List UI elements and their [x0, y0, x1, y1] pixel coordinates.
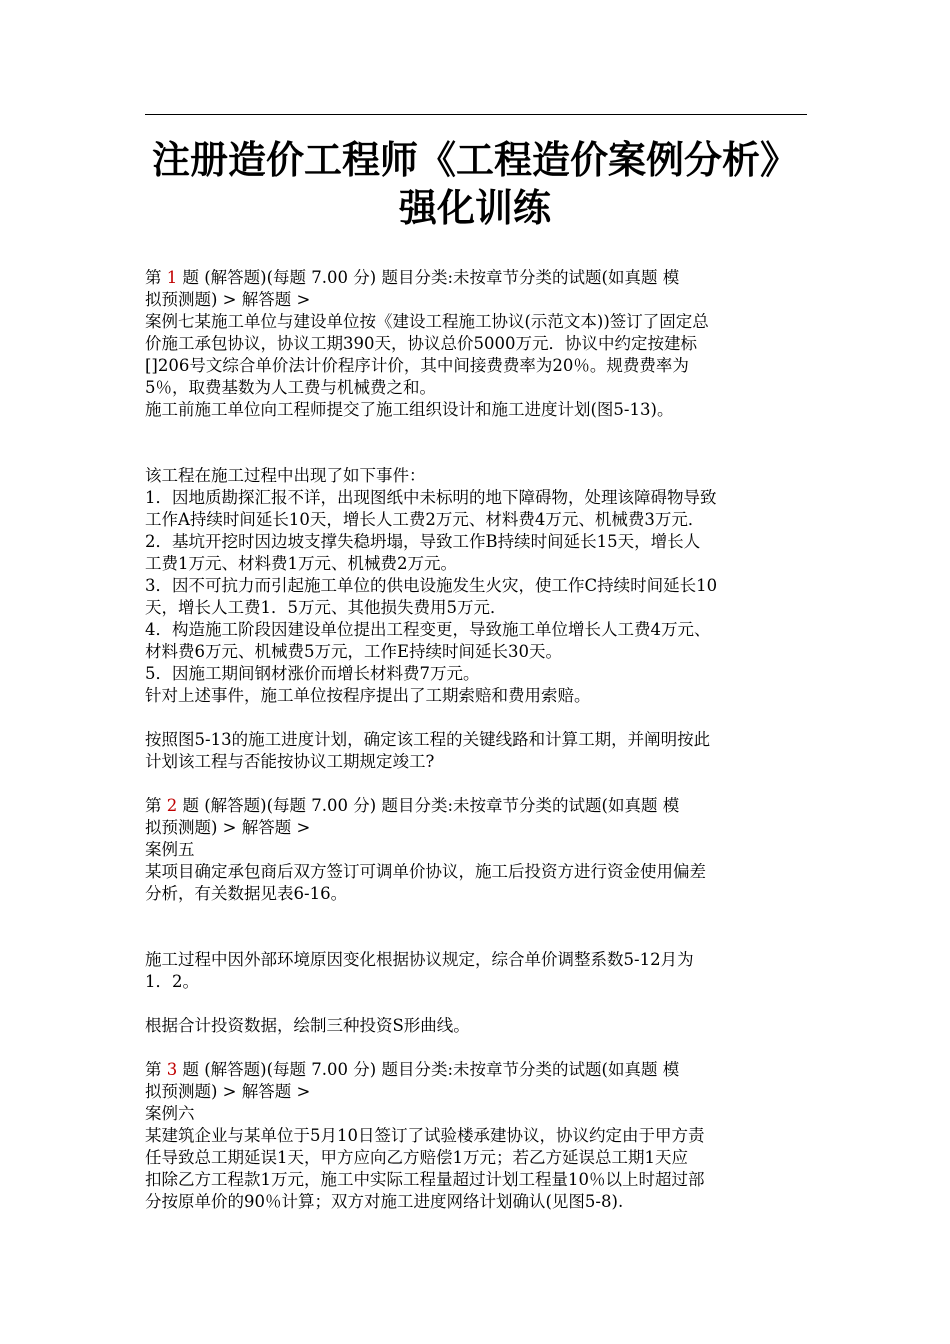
text-line: 案例五 — [145, 840, 195, 859]
text-line: 2．基坑开挖时因边坡支撑失稳坍塌，导致工作B持续时间延长15天，增长人 — [145, 532, 701, 551]
text-line: 针对上述事件，施工单位按程序提出了工期索赔和费用索赔。 — [145, 686, 591, 705]
text-line: 案例七某施工单位与建设单位按《建设工程施工协议(示范文本))签订了固定总 — [145, 312, 709, 331]
top-rule — [145, 114, 807, 115]
text-line: 施工前施工单位向工程师提交了施工组织设计和施工进度计划(图5-13)。 — [145, 400, 674, 419]
text-line: 1．2。 — [145, 972, 199, 991]
question-prefix: 第 — [145, 1060, 167, 1079]
question-header-line2: 拟预测题) > 解答题 > — [145, 1082, 311, 1101]
text-line: 某项目确定承包商后双方签订可调单价协议，施工后投资方进行资金使用偏差 — [145, 862, 706, 881]
document-body — [145, 267, 810, 1213]
text-line: 分按原单价的90％计算；双方对施工进度网络计划确认(见图5-8). — [145, 1192, 624, 1211]
question-prompt: 计划该工程与否能按协议工期规定竣工? — [145, 752, 435, 771]
question-header-text: 题 (解答题)(每题 7.00 分) 题目分类:未按章节分类的试题(如真题 模 — [177, 1060, 680, 1079]
text-line: 该工程在施工过程中出现了如下事件： — [145, 466, 426, 485]
text-line: 分析，有关数据见表6-16。 — [145, 884, 348, 903]
text-line: 扣除乙方工程款1万元，施工中实际工程量超过计划工程量10％以上时超过部 — [145, 1170, 705, 1189]
question-number: 3 — [166, 1060, 178, 1079]
text-line: 价施工承包协议，协议工期390天，协议总价5000万元．协议中约定按建标 — [145, 334, 697, 353]
text-line: 案例六 — [145, 1104, 195, 1123]
spacer — [145, 707, 810, 729]
spacer — [145, 773, 810, 795]
text-line: 天，增长人工费1．5万元、其他损失费用5万元． — [145, 598, 507, 617]
text-line: 施工过程中因外部环境原因变化根据协议规定，综合单价调整系数5-12月为 — [145, 950, 694, 969]
title-line-2: 强化训练 — [398, 185, 551, 230]
question-header-text: 题 (解答题)(每题 7.00 分) 题目分类:未按章节分类的试题(如真题 模 — [177, 268, 680, 287]
text-line: 3．因不可抗力而引起施工单位的供电设施发生火灾，使工作C持续时间延长10 — [145, 576, 718, 595]
text-line: 4．构造施工阶段因建设单位提出工程变更，导致施工单位增长人工费4万元、 — [145, 620, 711, 639]
question-prefix: 第 — [145, 796, 167, 815]
question-prompt: 按照图5-13的施工进度计划，确定该工程的关键线路和计算工期，并阐明按此 — [145, 730, 711, 749]
spacer — [145, 993, 810, 1015]
text-line: 任导致总工期延误1天，甲方应向乙方赔偿1万元；若乙方延误总工期1天应 — [145, 1148, 688, 1167]
question-prompt: 根据合计投资数据，绘制三种投资S形曲线。 — [145, 1016, 470, 1035]
question-prefix: 第 — [145, 268, 167, 287]
text-line: 工作A持续时间延长10天，增长人工费2万元、材料费4万元、机械费3万元． — [145, 510, 705, 529]
question-header — [145, 267, 810, 289]
question-header-line2: 拟预测题) > 解答题 > — [145, 818, 311, 837]
text-line: 某建筑企业与某单位于5月10日签订了试验楼承建协议，协议约定由于甲方责 — [145, 1126, 705, 1145]
text-line: 工费1万元、材料费1万元、机械费2万元。 — [145, 554, 457, 573]
question-2 — [145, 795, 810, 1037]
question-number: 2 — [166, 796, 178, 815]
text-line: 5．因施工期间钢材涨价而增长材料费7万元。 — [145, 664, 480, 683]
text-line: 材料费6万元、机械费5万元，工作E持续时间延长30天。 — [145, 642, 563, 661]
spacer — [145, 421, 810, 465]
spacer — [145, 905, 810, 949]
question-number: 1 — [166, 268, 178, 287]
text-line: 5％，取费基数为人工费与机械费之和。 — [145, 378, 436, 397]
question-1 — [145, 267, 810, 773]
spacer — [145, 1037, 810, 1059]
question-3 — [145, 1059, 810, 1213]
text-line: []206号文综合单价法计价程序计价，其中间接费费率为20％。规费费率为 — [145, 356, 689, 375]
question-header-text: 题 (解答题)(每题 7.00 分) 题目分类:未按章节分类的试题(如真题 模 — [177, 796, 680, 815]
question-header — [145, 1059, 810, 1081]
question-header-line2: 拟预测题) > 解答题 > — [145, 290, 311, 309]
question-header — [145, 795, 810, 817]
text-line: 1．因地质勘探汇报不详，出现图纸中未标明的地下障碍物，处理该障碍物导致 — [145, 488, 717, 507]
document-title — [100, 136, 850, 232]
title-line-1: 注册造价工程师《工程造价案例分析》 — [151, 137, 798, 182]
